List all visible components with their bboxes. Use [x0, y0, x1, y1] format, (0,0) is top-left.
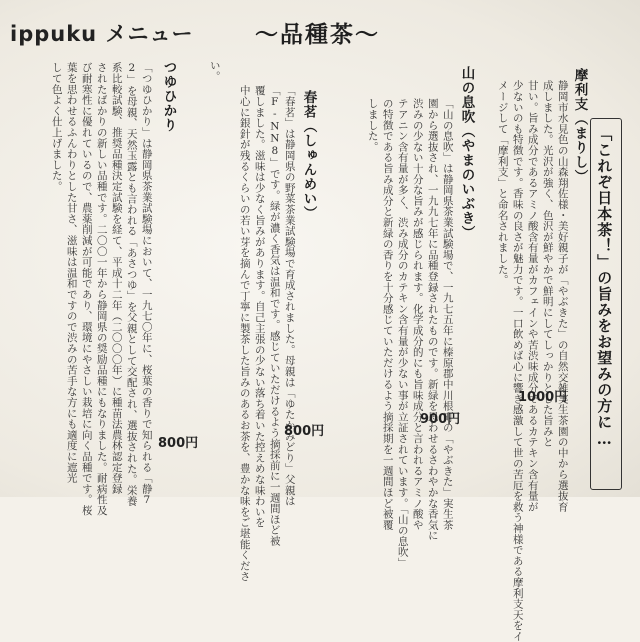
variety-desc-line: 「つゆひかり」は静岡県茶業試験場において、一九七〇年に、桜葉の香りで知られる「静7	[140, 62, 153, 507]
variety-desc-line: 「春茗」は静岡県の野菜茶業試験場で育成されました。母親は「ゆたかみどり」父親は	[283, 85, 296, 507]
variety-desc-line: 2」を母親、天然玉露とも言われる「あさつゆ」を父親として交配され、選抜された。栄養	[125, 62, 138, 507]
variety-desc-line: び耐寒性に優れているので、農薬削減が可能であり、環境にやさしい栽培に向く品種です。桜	[80, 62, 93, 516]
variety-desc-line: メージして「摩利支」と命名されました。	[496, 80, 509, 286]
variety-desc-line: 静岡市水見色の山森翔佐様・美好親子が「やぶきた」の自然交雑実生茶園の中から選抜育	[556, 80, 569, 512]
variety-desc-line: 覆しました。滋味は少なく旨みがあります。自己主張の少ない落ち着いた控えめな味わいを	[253, 85, 266, 528]
variety-desc-line: い。	[208, 60, 221, 82]
variety-name-yamanoibuki: 山の息吹（やまのいぶき）	[458, 66, 475, 240]
variety-desc-line: 甘い。旨み成分であるアミノ酸含有量がカフェインや苦渋味成分であるカテキン含有量が	[526, 80, 539, 512]
variety-desc-line: 葉を思わせるふんわりとした甘さ、滋味は温和ですので渋みの苦手な方にも適度に遮光	[65, 62, 78, 484]
variety-price: 800円	[158, 436, 199, 451]
variety-desc-line: 渋みの少ない十分な旨みが感じられます。化学成分的にも旨味成分と言われるアミノ酸や	[411, 98, 424, 530]
variety-desc-line: 「山の息吹」は静岡県茶業試験場で、一九七五年に榛原郡中川根町の「やぶきた」実生茶	[441, 98, 454, 530]
page-title: ippuku メニュー	[10, 22, 194, 46]
variety-price: 900円	[420, 412, 461, 427]
variety-desc-line: 「F-NN8」です。緑が濃く香気は温和です。感じていただけるよう摘採前に一週間ほど被	[268, 85, 281, 547]
variety-price: 1000円	[518, 390, 568, 405]
page-subtitle: ～品種茶～	[255, 21, 380, 48]
variety-name-marishi: 摩利支（まりし）	[571, 68, 588, 184]
variety-desc-line: 中心に銀針が残るくらいの若い芽を摘んで丁寧に製茶した旨みのあるお茶を、豊かな味をご堪能くださ	[238, 85, 251, 582]
variety-desc-line: しました。	[366, 98, 379, 152]
variety-name-tsuyuhikari: つゆひかり	[160, 60, 177, 133]
variety-desc-line: 園から選抜され、一九九七年に品種登録されたものです。新緑を思わせるさわやかな香気に	[426, 98, 439, 541]
variety-desc-line: 成しました。光沢が強く、色沢が鮮やかで鮮明にしてしっかりとした旨みと	[541, 80, 554, 448]
variety-desc-line: されたばかりの新しい品種です。二〇〇一年から静岡県の奨励品種にもなりました。耐病性及	[95, 62, 108, 516]
variety-desc-line: の特徴である旨み成分と新緑の香りを十分感じていただけるよう摘採期を一週間ほど被覆	[381, 98, 394, 530]
variety-name-shunmei: 春茗（しゅんめい）	[300, 90, 317, 221]
variety-desc-line: 少ないのも特徴です。香味の良さが魅力です。一口飲めば心に響き感激して世の苦厄を救う神様である摩利支天をイ	[511, 80, 524, 642]
variety-price: 800円	[284, 424, 325, 439]
variety-desc-line: 系比較試験、推奨品種決定試験を経て、平成十二年（二〇〇〇年）に種苗法農林認定登録	[110, 62, 123, 494]
variety-desc-line: テアニン含有量が多く、渋み成分のカテキン含有量が少ない事が立証されています。「山の息吹」	[396, 98, 409, 568]
slogan-text: 「これぞ日本茶！」の旨みをお望みの方に…	[595, 126, 614, 449]
variety-desc-line: して色よく仕上げました。	[50, 62, 63, 192]
